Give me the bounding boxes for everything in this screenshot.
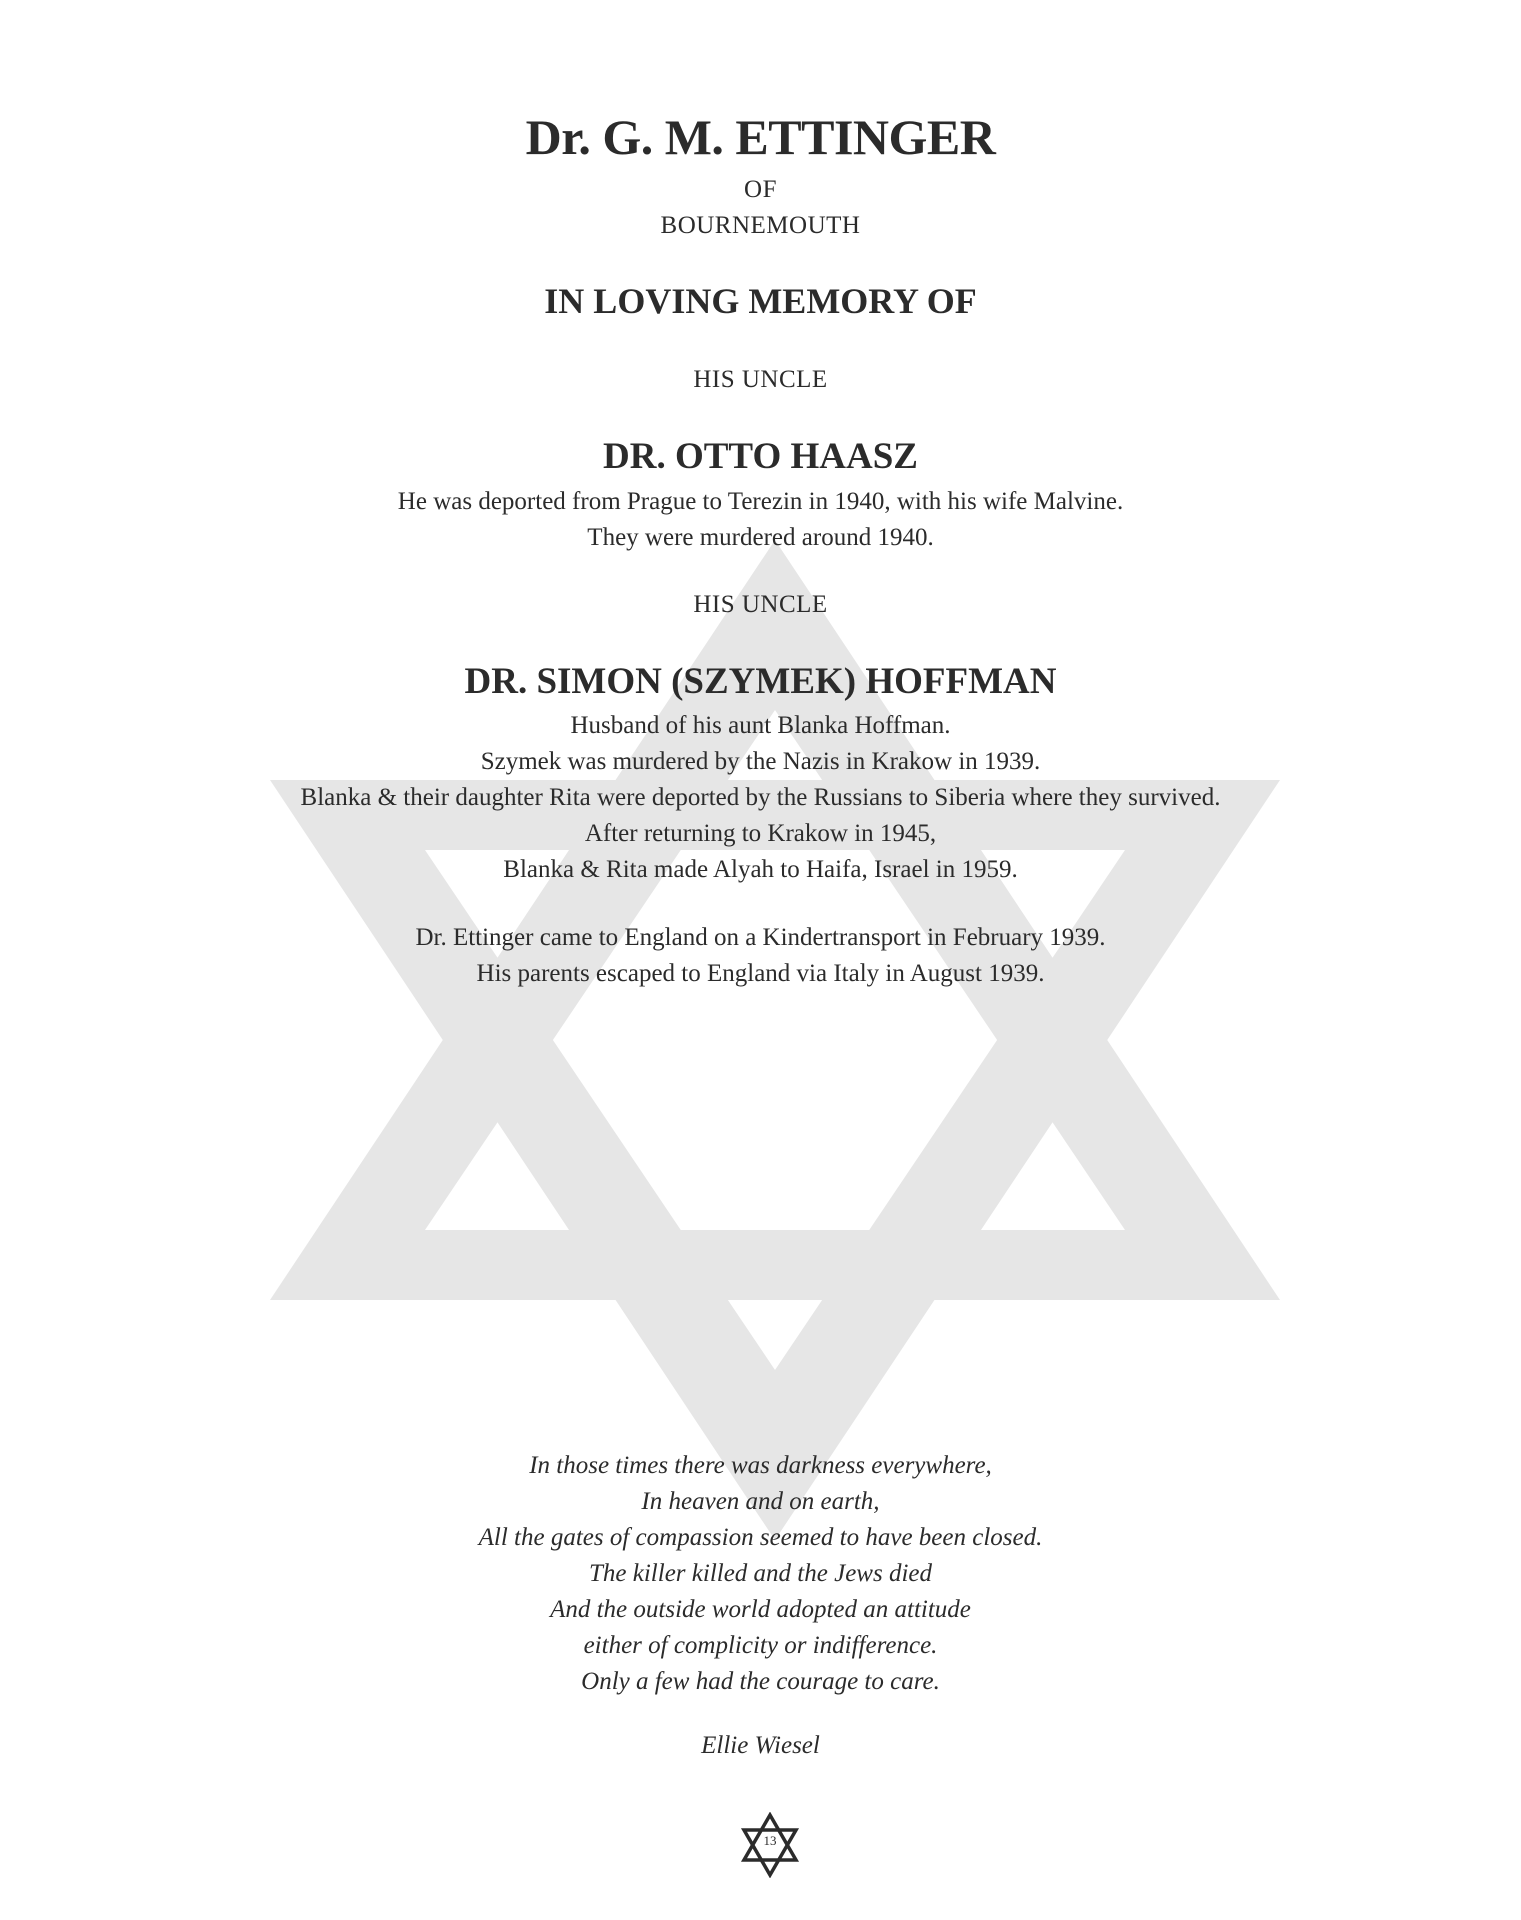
- description-line: Blanka & Rita made Alyah to Haifa, Israel in 1959.: [503, 856, 1018, 883]
- relation-label: HIS UNCLE: [693, 366, 828, 393]
- honoree-description: [0, 484, 1521, 556]
- memorial-heading: IN LOVING MEMORY OF: [544, 281, 977, 321]
- poem-author: Ellie Wiesel: [701, 1732, 820, 1759]
- honoree-description: [0, 708, 1521, 888]
- description-line: He was deported from Prague to Terezin in 1940, with his wife Malvine.: [397, 488, 1124, 515]
- dedicator-name: Dr. G. M. ETTINGER: [525, 109, 996, 165]
- description-line: Husband of his aunt Blanka Hoffman.: [570, 712, 951, 739]
- closing-paragraph: [0, 920, 1521, 992]
- description-line: They were murdered around 1940.: [587, 524, 934, 551]
- poem-line: All the gates of compassion seemed to have been closed.: [478, 1524, 1043, 1551]
- poem-line: And the outside world adopted an attitude: [550, 1596, 971, 1623]
- closing-line: His parents escaped to England via Italy in August 1939.: [476, 960, 1045, 987]
- description-line: After returning to Krakow in 1945,: [584, 820, 937, 847]
- page-number: 13: [763, 1833, 777, 1848]
- poem-line: In those times there was darkness everywhere,: [529, 1452, 992, 1479]
- description-line: Blanka & their daughter Rita were deported by the Russians to Siberia where they survived.: [300, 784, 1221, 811]
- poem-line: In heaven and on earth,: [641, 1488, 880, 1515]
- poem-quote: [0, 1448, 1521, 1700]
- poem-line: either of complicity or indifference.: [583, 1632, 938, 1659]
- closing-line: Dr. Ettinger came to England on a Kindertransport in February 1939.: [415, 924, 1106, 951]
- honoree-name: DR. SIMON (SZYMEK) HOFFMAN: [464, 661, 1057, 702]
- relation-label: HIS UNCLE: [693, 591, 828, 618]
- honoree-name: DR. OTTO HAASZ: [603, 436, 918, 477]
- of-label: OF: [744, 176, 777, 203]
- poem-line: Only a few had the courage to care.: [581, 1668, 940, 1695]
- dedicator-town: BOURNEMOUTH: [660, 212, 861, 239]
- poem-line: The killer killed and the Jews died: [589, 1560, 932, 1587]
- description-line: Szymek was murdered by the Nazis in Krakow in 1939.: [480, 748, 1041, 775]
